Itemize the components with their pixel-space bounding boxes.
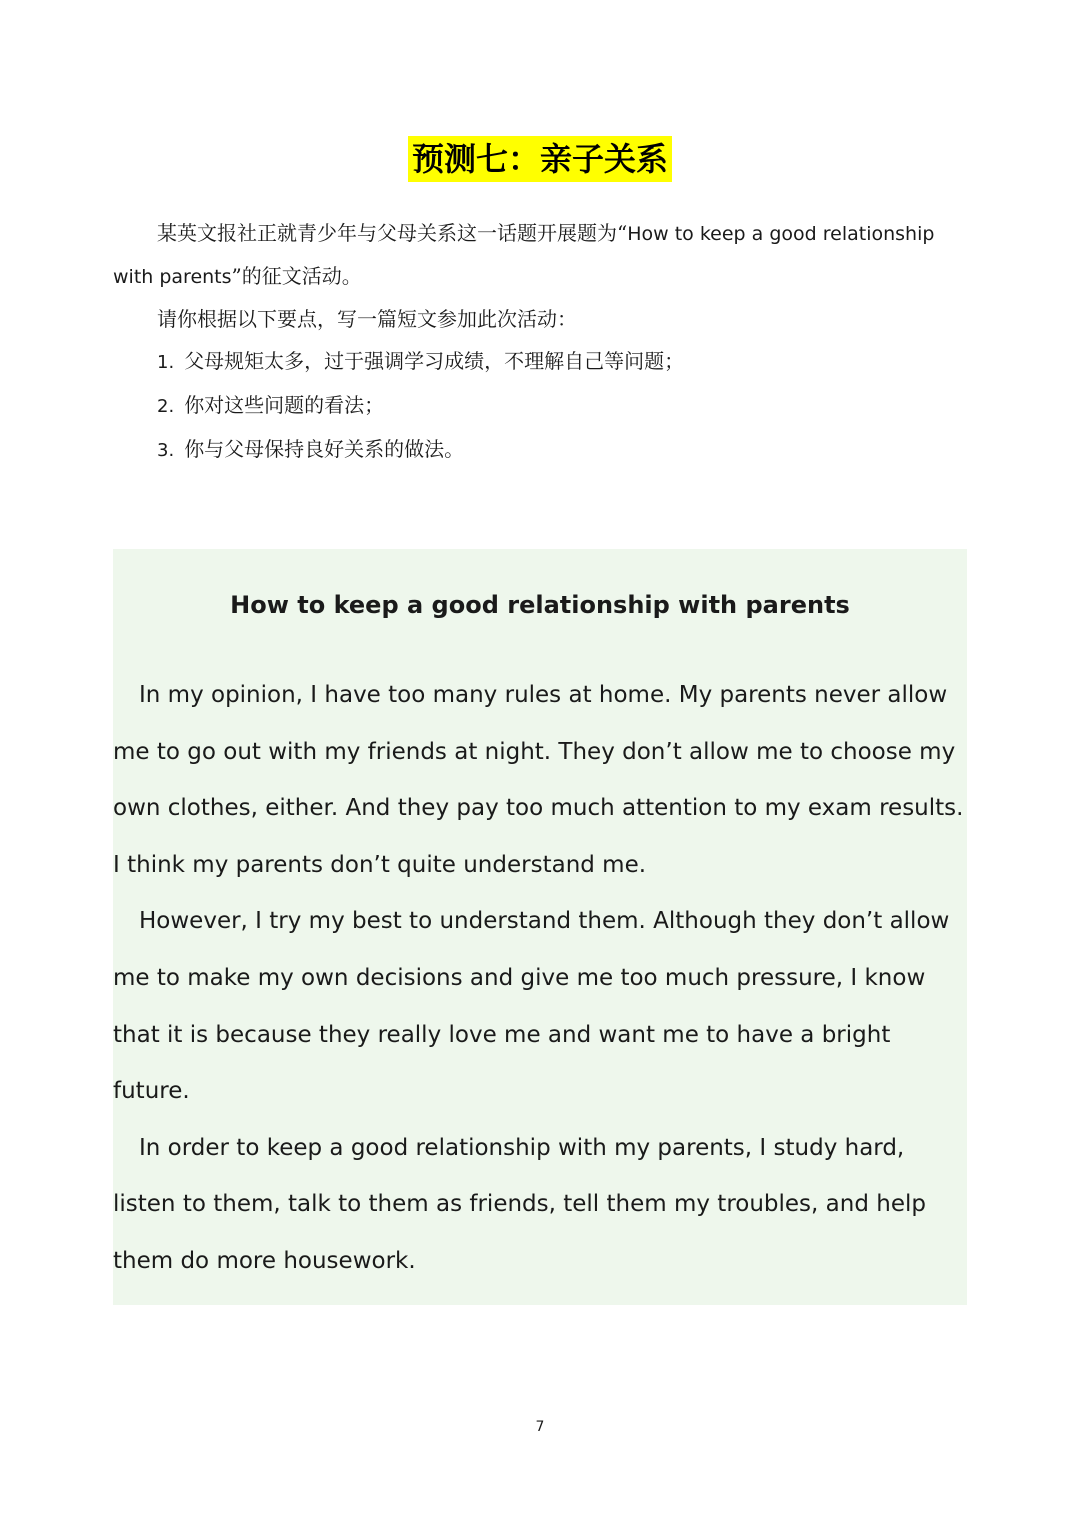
sample-essay-box (113, 549, 967, 1305)
essay-paragraph: In order to keep a good relationship with my parents, I study hard, listen to them, talk to them as friends, tell them my troubles, and help them do more housework. (113, 1134, 926, 1274)
task-lead (113, 212, 973, 298)
task-description (113, 212, 973, 472)
essay-title: How to keep a good relationship with parents (230, 591, 850, 619)
essay-body (113, 667, 967, 1290)
task-lead-en: How to keep a good relationship with parents (113, 223, 935, 288)
task-lead-cn: 某英文报社正就青少年与父母关系这一话题开展题为“ (157, 221, 628, 245)
task-instruction: 请你根据以下要点，写一篇短文参加此次活动： (157, 307, 577, 331)
essay-paragraph: However, I try my best to understand them. Although they don’t allow me to make my own decisions and give me too much pressure, I know that it is because they really love me and want me to have a bright future. (113, 908, 950, 1105)
task-point-text: 你对这些问题的看法； (184, 393, 385, 417)
task-point-number: 1. (157, 352, 175, 373)
task-point (113, 340, 973, 384)
task-point (113, 428, 973, 472)
task-lead-end: ”的征文活动。 (231, 264, 362, 288)
page-title: 预测七：亲子关系 (408, 136, 672, 182)
page-number: 7 (535, 1419, 545, 1435)
page-title-wrapper (0, 136, 1080, 182)
task-point-text: 你与父母保持良好关系的做法。 (184, 437, 465, 461)
task-point (113, 384, 973, 428)
essay-paragraph: In my opinion, I have too many rules at home. My parents never allow me to go out with my friends at night. They don’t allow me to choose my own clothes, either. And they pay too much attention to my exam results. I think my parents don’t quite understand me. (113, 682, 964, 878)
task-point-number: 2. (157, 396, 175, 417)
task-point-number: 3. (157, 440, 175, 461)
task-point-text: 父母规矩太多，过于强调学习成绩，不理解自己等问题； (184, 349, 685, 373)
